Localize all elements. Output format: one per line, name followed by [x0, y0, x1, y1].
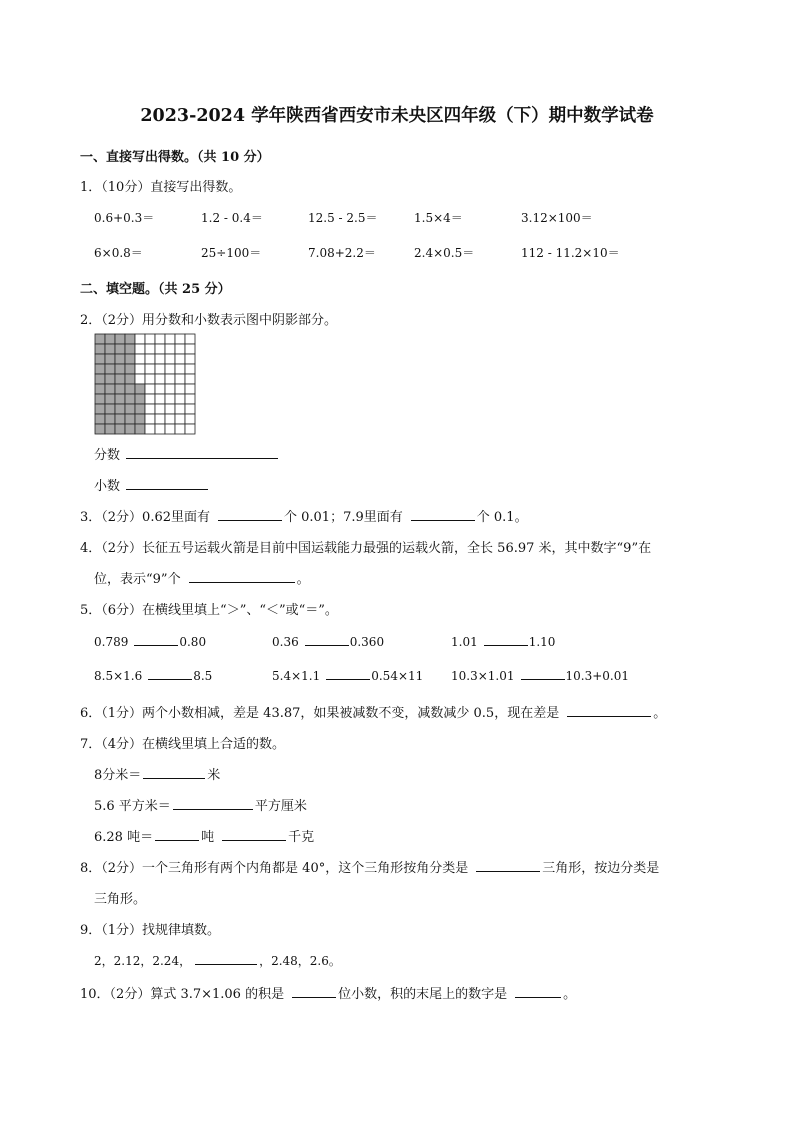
q1-expression: 2.4×0.5＝ — [414, 246, 475, 260]
q8-text-a: 8．（2分）一个三角形有两个内角都是 40°，这个三角形按角分类是 — [80, 861, 469, 876]
page-title: 2023-2024 学年陕西省西安市未央区四年级（下）期中数学试卷 — [140, 106, 654, 126]
answer-blank[interactable] — [476, 859, 540, 872]
question-2-decimal-line — [94, 475, 208, 494]
shaded-cell — [105, 354, 115, 364]
shaded-cell — [125, 344, 135, 354]
answer-blank[interactable] — [155, 828, 199, 841]
grid-cell — [155, 344, 165, 354]
grid-cell — [165, 394, 175, 404]
grid-cell — [135, 354, 145, 364]
answer-blank[interactable] — [484, 633, 528, 646]
shaded-cell — [115, 404, 125, 414]
grid-cell — [145, 414, 155, 424]
shaded-cell — [135, 424, 145, 434]
question-8-line-1 — [80, 857, 659, 876]
grid-cell — [155, 354, 165, 364]
q3-text-a: 3．（2分）0.62里面有 — [80, 510, 210, 525]
grid-cell — [135, 374, 145, 384]
grid-cell — [185, 404, 195, 414]
grid-cell — [165, 364, 175, 374]
shaded-cell — [125, 364, 135, 374]
shaded-cell — [125, 384, 135, 394]
q7-line-3: 6.28 吨＝ 吨 千克 — [94, 830, 315, 845]
answer-blank[interactable] — [126, 446, 278, 459]
shaded-cell — [115, 364, 125, 374]
grid-cell — [155, 414, 165, 424]
shaded-cell — [105, 414, 115, 424]
shaded-cell — [115, 374, 125, 384]
grid-cell — [145, 384, 155, 394]
grid-cell — [145, 394, 155, 404]
shaded-cell — [115, 414, 125, 424]
answer-blank[interactable] — [148, 667, 192, 680]
shaded-cell — [135, 414, 145, 424]
q1-expression: 0.6+0.3＝ — [94, 211, 155, 225]
grid-cell — [145, 334, 155, 344]
grid-cell — [155, 404, 165, 414]
q1-expression: 12.5 - 2.5＝ — [308, 211, 378, 225]
shaded-cell — [105, 384, 115, 394]
shaded-cell — [135, 394, 145, 404]
fraction-label: 分数 — [94, 448, 121, 463]
answer-blank[interactable] — [326, 667, 370, 680]
grid-cell — [175, 344, 185, 354]
shaded-cell — [115, 424, 125, 434]
grid-cell — [155, 424, 165, 434]
q9-sequence: 2，2.12，2.24， ，2.48，2.6。 — [94, 954, 341, 968]
answer-blank[interactable] — [126, 477, 208, 490]
grid-cell — [165, 404, 175, 414]
grid-cell — [165, 424, 175, 434]
shaded-cell — [95, 384, 105, 394]
shaded-cell — [95, 354, 105, 364]
shaded-cell — [115, 354, 125, 364]
question-7-stem: 7．（4分）在横线里填上合适的数。 — [80, 737, 286, 752]
grid-cell — [165, 334, 175, 344]
q5-comparison: 0.36 0.360 — [272, 635, 385, 649]
shaded-cell — [105, 334, 115, 344]
answer-blank[interactable] — [189, 570, 295, 583]
shaded-cell — [105, 404, 115, 414]
grid-cell — [175, 354, 185, 364]
grid-cell — [145, 344, 155, 354]
question-6 — [80, 702, 666, 721]
shaded-cell — [125, 424, 135, 434]
question-4-line-2 — [94, 568, 310, 587]
q10-text-c: 。 — [563, 987, 577, 1002]
grid-cell — [145, 404, 155, 414]
grid-cell — [135, 344, 145, 354]
q4-text-a: 位，表示“9”个 — [94, 572, 181, 587]
answer-blank[interactable] — [567, 704, 651, 717]
question-2-stem: 2．（2分）用分数和小数表示图中阴影部分。 — [80, 313, 338, 328]
grid-cell — [155, 364, 165, 374]
grid-cell — [185, 344, 195, 354]
shaded-cell — [95, 394, 105, 404]
shaded-cell — [125, 394, 135, 404]
shaded-cell — [95, 424, 105, 434]
grid-cell — [165, 414, 175, 424]
grid-cell — [185, 414, 195, 424]
grid-cell — [185, 424, 195, 434]
question-2-fraction-line — [94, 444, 278, 463]
decimal-label: 小数 — [94, 479, 121, 494]
q7-line-2: 5.6 平方米＝ 平方厘米 — [94, 799, 307, 814]
answer-blank[interactable] — [515, 985, 561, 998]
grid-cell — [165, 384, 175, 394]
q6-text-a: 6．（1分）两个小数相减，差是 43.87，如果被减数不变，减数减少 0.5，现在差是 — [80, 706, 560, 721]
q10-text-b: 位小数，积的末尾上的数字是 — [338, 987, 508, 1002]
q1-expression: 1.2 - 0.4＝ — [201, 211, 263, 225]
section-heading-2: 二、填空题。（共 25 分） — [80, 282, 231, 297]
q5-comparison: 0.789 0.80 — [94, 635, 207, 649]
grid-cell — [165, 344, 175, 354]
shaded-cell — [125, 374, 135, 384]
q3-text-b: 个 0.01；7.9里面有 — [284, 510, 403, 525]
answer-blank[interactable] — [143, 766, 205, 779]
q7-line-1: 8分米＝ 米 — [94, 768, 221, 783]
answer-blank[interactable] — [218, 508, 282, 521]
grid-cell — [155, 334, 165, 344]
answer-blank[interactable] — [292, 985, 336, 998]
answer-blank[interactable] — [411, 508, 475, 521]
q4-text-b: 。 — [296, 572, 310, 587]
q1-expression: 7.08+2.2＝ — [308, 246, 376, 260]
q1-expression: 1.5×4＝ — [414, 211, 463, 225]
shaded-cell — [95, 344, 105, 354]
shaded-cell — [115, 344, 125, 354]
shaded-cell — [115, 394, 125, 404]
answer-blank[interactable] — [134, 633, 178, 646]
grid-cell — [175, 334, 185, 344]
answer-blank[interactable] — [173, 797, 253, 810]
shaded-cell — [95, 364, 105, 374]
q5-comparison: 10.3×1.01 10.3+0.01 — [451, 669, 629, 683]
grid-cell — [185, 374, 195, 384]
q5-comparison: 8.5×1.6 8.5 — [94, 669, 213, 683]
shaded-cell — [105, 394, 115, 404]
q6-text-b: 。 — [653, 706, 667, 721]
shaded-cell — [95, 404, 105, 414]
grid-cell — [175, 424, 185, 434]
grid-cell — [145, 374, 155, 384]
q1-expression: 6×0.8＝ — [94, 246, 143, 260]
q1-expression: 112 - 11.2×10＝ — [521, 246, 620, 260]
grid-cell — [135, 364, 145, 374]
shaded-cell — [105, 374, 115, 384]
answer-blank[interactable] — [222, 828, 286, 841]
q8-text-b: 三角形，按边分类是 — [542, 861, 660, 876]
shaded-cell — [135, 404, 145, 414]
q1-expression: 3.12×100＝ — [521, 211, 593, 225]
answer-blank[interactable] — [305, 633, 349, 646]
grid-cell — [155, 394, 165, 404]
question-9-stem: 9．（1分）找规律填数。 — [80, 923, 221, 938]
q1-expression: 25÷100＝ — [201, 246, 262, 260]
shaded-cell — [125, 354, 135, 364]
shaded-cell — [95, 414, 105, 424]
grid-cell — [185, 334, 195, 344]
grid-cell — [165, 354, 175, 364]
grid-cell — [175, 384, 185, 394]
grid-cell — [175, 364, 185, 374]
grid-cell — [155, 384, 165, 394]
question-10 — [80, 983, 576, 1002]
question-1-stem: 1．（10分）直接写出得数。 — [80, 180, 242, 195]
shaded-cell — [125, 414, 135, 424]
question-3 — [80, 506, 528, 525]
shaded-cell — [105, 344, 115, 354]
shaded-cell — [95, 374, 105, 384]
grid-cell — [185, 394, 195, 404]
question-4-line-1: 4．（2分）长征五号运载火箭是目前中国运载能力最强的运载火箭，全长 56.97 米，其中数字“9”在 — [80, 541, 652, 556]
section-heading-1: 一、直接写出得数。（共 10 分） — [80, 150, 270, 165]
q5-comparison: 5.4×1.1 0.54×11 — [272, 669, 424, 683]
question-8-line-2: 三角形。 — [94, 892, 147, 907]
grid-cell — [145, 364, 155, 374]
q10-text-a: 10．（2分）算式 3.7×1.06 的积是 — [80, 987, 285, 1002]
grid-cell — [155, 374, 165, 384]
grid-cell — [135, 334, 145, 344]
q5-comparison: 1.01 1.10 — [451, 635, 556, 649]
grid-cell — [145, 424, 155, 434]
grid-cell — [165, 374, 175, 384]
shaded-cell — [95, 334, 105, 344]
shaded-grid-figure — [94, 333, 196, 435]
grid-cell — [185, 384, 195, 394]
answer-blank[interactable] — [521, 667, 565, 680]
shaded-cell — [115, 334, 125, 344]
shaded-cell — [105, 424, 115, 434]
question-5-stem: 5．（6分）在横线里填上“＞”、“＜”或“＝”。 — [80, 603, 338, 618]
grid-cell — [185, 354, 195, 364]
shaded-cell — [135, 384, 145, 394]
shaded-cell — [125, 404, 135, 414]
answer-blank[interactable] — [195, 952, 257, 965]
grid-cell — [175, 414, 185, 424]
grid-cell — [145, 354, 155, 364]
shaded-cell — [115, 384, 125, 394]
shaded-cell — [125, 334, 135, 344]
grid-cell — [175, 374, 185, 384]
grid-cell — [185, 364, 195, 374]
q3-text-c: 个 0.1。 — [476, 510, 528, 525]
grid-cell — [175, 404, 185, 414]
shaded-cell — [105, 364, 115, 374]
grid-cell — [175, 394, 185, 404]
